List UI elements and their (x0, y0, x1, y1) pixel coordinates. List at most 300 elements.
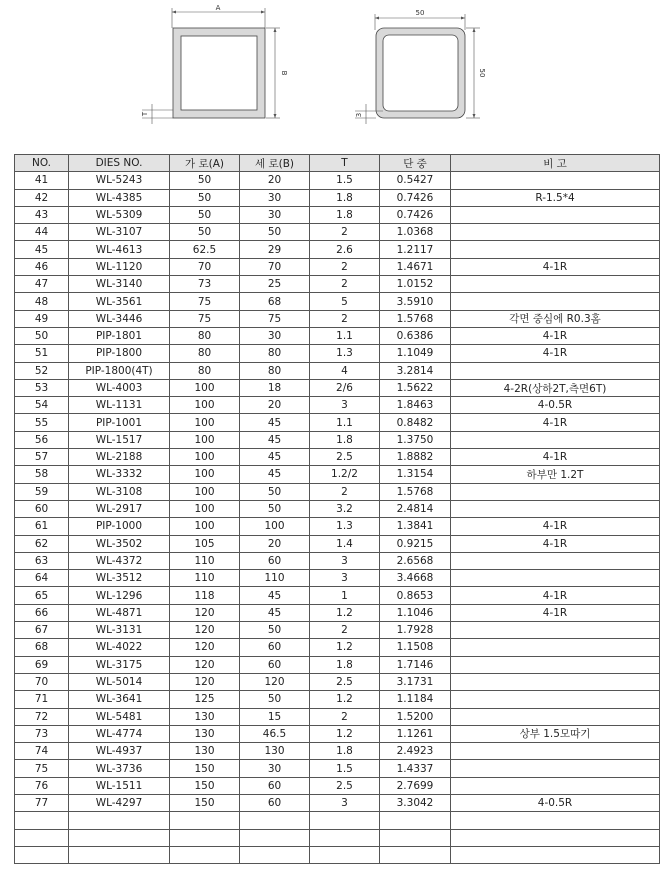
cell-width-a: 105 (170, 535, 240, 552)
arrow-a-left (172, 11, 176, 14)
cell-dies-no: WL-4003 (69, 379, 170, 396)
cell-remarks (451, 639, 660, 656)
cell-height-b: 45 (240, 431, 310, 448)
cell-unit-weight: 3.1731 (380, 673, 451, 690)
cell-height-b: 20 (240, 397, 310, 414)
cell-height-b: 60 (240, 794, 310, 811)
cell-unit-weight: 2.4814 (380, 500, 451, 517)
cell-unit-weight: 1.0368 (380, 224, 451, 241)
cell-height-b: 18 (240, 379, 310, 396)
cell-thickness-t: 4 (310, 362, 380, 379)
cell-width-a: 100 (170, 431, 240, 448)
cell-dies-no: WL-3332 (69, 466, 170, 483)
cell-remarks (451, 500, 660, 517)
table-row (15, 224, 660, 241)
table-row (15, 587, 660, 604)
cell-no: 65 (15, 587, 69, 604)
dim-label-w: 50 (415, 9, 425, 17)
profile-drawings-svg (0, 0, 669, 150)
table-row (15, 483, 660, 500)
cell-width-a: 80 (170, 327, 240, 344)
cell-height-b: 130 (240, 743, 310, 760)
cell-height-b: 45 (240, 414, 310, 431)
cell-thickness-t: 1.2 (310, 691, 380, 708)
cell-remarks (451, 673, 660, 690)
cell-dies-no: PIP-1801 (69, 327, 170, 344)
cell-thickness-t: 1.2 (310, 725, 380, 742)
cell-no: 52 (15, 362, 69, 379)
cell-no: 43 (15, 206, 69, 223)
cell-no: 64 (15, 570, 69, 587)
cell-remarks: 4-0.5R (451, 397, 660, 414)
cell-dies-no: WL-4774 (69, 725, 170, 742)
cell-no: 69 (15, 656, 69, 673)
cell-dies-no: WL-1511 (69, 777, 170, 794)
table-row (15, 518, 660, 535)
table-row (15, 466, 660, 483)
table-row (15, 708, 660, 725)
cell-thickness-t: 3 (310, 794, 380, 811)
cell-width-a: 110 (170, 570, 240, 587)
cell-empty (380, 829, 451, 846)
cell-no: 63 (15, 552, 69, 569)
table-row (15, 397, 660, 414)
cell-thickness-t: 2 (310, 622, 380, 639)
cell-height-b: 30 (240, 327, 310, 344)
cell-width-a: 120 (170, 673, 240, 690)
cell-empty (15, 846, 69, 863)
cell-no: 67 (15, 622, 69, 639)
cell-dies-no: WL-2188 (69, 449, 170, 466)
cell-no: 45 (15, 241, 69, 258)
cell-dies-no: WL-5309 (69, 206, 170, 223)
cell-unit-weight: 1.2117 (380, 241, 451, 258)
cell-remarks (451, 483, 660, 500)
cell-thickness-t: 1.4 (310, 535, 380, 552)
table-row (15, 327, 660, 344)
cell-height-b: 45 (240, 466, 310, 483)
cell-height-b: 68 (240, 293, 310, 310)
cell-remarks (451, 206, 660, 223)
cell-width-a: 130 (170, 708, 240, 725)
cell-width-a: 100 (170, 500, 240, 517)
cell-no: 62 (15, 535, 69, 552)
cell-width-a: 50 (170, 224, 240, 241)
cell-width-a: 120 (170, 604, 240, 621)
cell-width-a: 125 (170, 691, 240, 708)
cell-thickness-t: 2 (310, 224, 380, 241)
cell-dies-no: WL-4297 (69, 794, 170, 811)
cell-width-a: 120 (170, 639, 240, 656)
table-row (15, 535, 660, 552)
cell-dies-no: WL-3561 (69, 293, 170, 310)
cell-remarks: 상부 1.5모따기 (451, 725, 660, 742)
arrow-h-top (473, 28, 476, 32)
cell-thickness-t: 1.8 (310, 743, 380, 760)
cell-width-a: 62.5 (170, 241, 240, 258)
cell-width-a: 50 (170, 206, 240, 223)
rect-inner-hollow (181, 36, 257, 110)
cell-empty (240, 846, 310, 863)
cell-unit-weight: 1.0152 (380, 276, 451, 293)
cell-width-a: 150 (170, 777, 240, 794)
cell-empty (69, 846, 170, 863)
cell-remarks: 4-1R (451, 587, 660, 604)
cell-width-a: 100 (170, 483, 240, 500)
rect-profile-drawing (141, 4, 288, 124)
cell-width-a: 110 (170, 552, 240, 569)
cell-thickness-t: 1.3 (310, 345, 380, 362)
table-row (15, 276, 660, 293)
cell-empty (15, 829, 69, 846)
arrow-h-bottom (473, 114, 476, 118)
cell-dies-no: WL-4372 (69, 552, 170, 569)
cell-height-b: 80 (240, 345, 310, 362)
cell-thickness-t: 2 (310, 310, 380, 327)
table-row (15, 743, 660, 760)
cell-empty (310, 812, 380, 829)
cell-thickness-t: 1.8 (310, 206, 380, 223)
cell-unit-weight: 1.7928 (380, 622, 451, 639)
cell-dies-no: WL-5243 (69, 172, 170, 189)
header-thickness-t: T (310, 155, 380, 172)
cell-unit-weight: 0.7426 (380, 206, 451, 223)
cell-width-a: 75 (170, 293, 240, 310)
cell-width-a: 100 (170, 379, 240, 396)
cell-remarks: 하부만 1.2T (451, 466, 660, 483)
cell-height-b: 50 (240, 500, 310, 517)
cell-height-b: 80 (240, 362, 310, 379)
cell-unit-weight: 1.5200 (380, 708, 451, 725)
cell-dies-no: PIP-1800(4T) (69, 362, 170, 379)
arrow-a-right (261, 11, 265, 14)
cell-no: 68 (15, 639, 69, 656)
cell-no: 55 (15, 414, 69, 431)
cell-empty (15, 812, 69, 829)
cell-dies-no: WL-3512 (69, 570, 170, 587)
cell-no: 53 (15, 379, 69, 396)
cell-height-b: 46.5 (240, 725, 310, 742)
cell-no: 48 (15, 293, 69, 310)
cell-no: 77 (15, 794, 69, 811)
square-inner-hollow (383, 35, 458, 111)
cell-thickness-t: 1.8 (310, 431, 380, 448)
cell-dies-no: WL-3175 (69, 656, 170, 673)
cell-no: 61 (15, 518, 69, 535)
cell-dies-no: WL-1296 (69, 587, 170, 604)
cell-width-a: 118 (170, 587, 240, 604)
cell-dies-no: WL-4613 (69, 241, 170, 258)
table-row (15, 362, 660, 379)
cell-height-b: 70 (240, 258, 310, 275)
dim-label-b: B (280, 70, 288, 76)
cell-width-a: 130 (170, 725, 240, 742)
cell-height-b: 50 (240, 224, 310, 241)
cell-dies-no: WL-3107 (69, 224, 170, 241)
cell-dies-no: WL-5014 (69, 673, 170, 690)
cell-remarks (451, 656, 660, 673)
cell-unit-weight: 1.7146 (380, 656, 451, 673)
cell-height-b: 29 (240, 241, 310, 258)
cell-remarks: 4-1R (451, 535, 660, 552)
cell-no: 70 (15, 673, 69, 690)
cell-height-b: 30 (240, 760, 310, 777)
cell-dies-no: WL-3736 (69, 760, 170, 777)
cell-remarks (451, 293, 660, 310)
cell-remarks (451, 622, 660, 639)
cell-unit-weight: 1.5768 (380, 483, 451, 500)
cell-no: 42 (15, 189, 69, 206)
cell-width-a: 50 (170, 189, 240, 206)
cell-unit-weight: 1.3841 (380, 518, 451, 535)
cell-remarks: 4-1R (451, 345, 660, 362)
cell-remarks (451, 552, 660, 569)
table-row (15, 310, 660, 327)
table-row (15, 431, 660, 448)
cell-no: 75 (15, 760, 69, 777)
cell-dies-no: WL-1517 (69, 431, 170, 448)
cell-dies-no: WL-4937 (69, 743, 170, 760)
cell-height-b: 100 (240, 518, 310, 535)
cell-unit-weight: 3.3042 (380, 794, 451, 811)
cell-dies-no: PIP-1001 (69, 414, 170, 431)
table-row (15, 777, 660, 794)
cell-no: 73 (15, 725, 69, 742)
cell-remarks: 4-1R (451, 258, 660, 275)
table-row (15, 673, 660, 690)
cell-thickness-t: 2.6 (310, 241, 380, 258)
header-width-a: 가 로(A) (170, 155, 240, 172)
cell-empty (451, 812, 660, 829)
cell-remarks (451, 691, 660, 708)
cell-unit-weight: 1.1049 (380, 345, 451, 362)
cell-remarks (451, 224, 660, 241)
cell-height-b: 120 (240, 673, 310, 690)
cell-unit-weight: 2.6568 (380, 552, 451, 569)
arrow-w-right (461, 17, 465, 20)
cell-no: 58 (15, 466, 69, 483)
cell-remarks (451, 431, 660, 448)
cell-thickness-t: 2.5 (310, 449, 380, 466)
cell-no: 56 (15, 431, 69, 448)
cell-unit-weight: 2.7699 (380, 777, 451, 794)
dim-label-a: A (215, 4, 221, 12)
cell-no: 60 (15, 500, 69, 517)
table-row (15, 570, 660, 587)
cell-no: 54 (15, 397, 69, 414)
cell-dies-no: WL-5481 (69, 708, 170, 725)
cell-unit-weight: 1.3750 (380, 431, 451, 448)
cell-empty (380, 812, 451, 829)
cell-no: 41 (15, 172, 69, 189)
cell-empty (240, 812, 310, 829)
table-row (15, 172, 660, 189)
cell-empty (69, 829, 170, 846)
cell-dies-no: WL-3108 (69, 483, 170, 500)
table-row (15, 449, 660, 466)
cell-height-b: 75 (240, 310, 310, 327)
cell-remarks: R-1.5*4 (451, 189, 660, 206)
cell-remarks (451, 777, 660, 794)
cell-unit-weight: 3.4668 (380, 570, 451, 587)
cell-dies-no: WL-3502 (69, 535, 170, 552)
cell-height-b: 50 (240, 483, 310, 500)
cell-unit-weight: 0.8482 (380, 414, 451, 431)
cell-dies-no: WL-4871 (69, 604, 170, 621)
cell-unit-weight: 3.5910 (380, 293, 451, 310)
spec-table (14, 154, 660, 864)
cell-thickness-t: 1.5 (310, 172, 380, 189)
dim-label-h: 50 (478, 68, 486, 78)
cell-thickness-t: 1.2 (310, 639, 380, 656)
cell-width-a: 120 (170, 656, 240, 673)
table-body (15, 172, 660, 864)
cell-unit-weight: 1.3154 (380, 466, 451, 483)
cell-empty (69, 812, 170, 829)
cell-remarks: 4-1R (451, 518, 660, 535)
cell-remarks (451, 708, 660, 725)
arrow-b-top (274, 28, 277, 32)
cell-dies-no: PIP-1000 (69, 518, 170, 535)
cell-unit-weight: 1.1261 (380, 725, 451, 742)
cell-remarks (451, 570, 660, 587)
cell-thickness-t: 1 (310, 587, 380, 604)
cell-height-b: 20 (240, 172, 310, 189)
arrow-w-left (375, 17, 379, 20)
cell-no: 44 (15, 224, 69, 241)
cell-unit-weight: 1.8882 (380, 449, 451, 466)
cell-unit-weight: 0.7426 (380, 189, 451, 206)
cell-thickness-t: 2 (310, 276, 380, 293)
cell-unit-weight: 0.8653 (380, 587, 451, 604)
header-unit-weight: 단 중 (380, 155, 451, 172)
header-height-b: 세 로(B) (240, 155, 310, 172)
cell-width-a: 150 (170, 760, 240, 777)
cell-height-b: 45 (240, 604, 310, 621)
cell-width-a: 100 (170, 397, 240, 414)
cell-unit-weight: 3.2814 (380, 362, 451, 379)
cell-thickness-t: 2.5 (310, 777, 380, 794)
table-row (15, 639, 660, 656)
cell-dies-no: WL-1120 (69, 258, 170, 275)
table-row (15, 258, 660, 275)
cell-remarks: 4-2R(상하2T,측면6T) (451, 379, 660, 396)
profile-drawings (0, 0, 669, 150)
table-row (15, 760, 660, 777)
cell-unit-weight: 0.5427 (380, 172, 451, 189)
cell-unit-weight: 2.4923 (380, 743, 451, 760)
cell-unit-weight: 0.6386 (380, 327, 451, 344)
cell-dies-no: WL-4385 (69, 189, 170, 206)
cell-height-b: 15 (240, 708, 310, 725)
table-row (15, 552, 660, 569)
table-row (15, 622, 660, 639)
cell-dies-no: PIP-1800 (69, 345, 170, 362)
cell-remarks (451, 362, 660, 379)
cell-thickness-t: 3 (310, 570, 380, 587)
table-row-empty (15, 812, 660, 829)
cell-no: 66 (15, 604, 69, 621)
table-row (15, 189, 660, 206)
cell-empty (380, 846, 451, 863)
cell-remarks: 4-0.5R (451, 794, 660, 811)
header-remarks: 비 고 (451, 155, 660, 172)
cell-unit-weight: 1.1508 (380, 639, 451, 656)
cell-empty (310, 846, 380, 863)
cell-empty (451, 846, 660, 863)
cell-thickness-t: 3 (310, 552, 380, 569)
cell-width-a: 100 (170, 449, 240, 466)
cell-unit-weight: 1.4337 (380, 760, 451, 777)
cell-remarks (451, 241, 660, 258)
cell-unit-weight: 1.4671 (380, 258, 451, 275)
cell-thickness-t: 1.5 (310, 760, 380, 777)
cell-height-b: 60 (240, 777, 310, 794)
cell-no: 49 (15, 310, 69, 327)
cell-thickness-t: 3.2 (310, 500, 380, 517)
table-row (15, 293, 660, 310)
cell-dies-no: WL-3641 (69, 691, 170, 708)
cell-width-a: 80 (170, 345, 240, 362)
cell-height-b: 60 (240, 639, 310, 656)
cell-width-a: 100 (170, 518, 240, 535)
cell-width-a: 100 (170, 466, 240, 483)
cell-remarks: 4-1R (451, 449, 660, 466)
cell-thickness-t: 1.2/2 (310, 466, 380, 483)
table-row (15, 725, 660, 742)
cell-remarks: 4-1R (451, 327, 660, 344)
cell-remarks (451, 760, 660, 777)
header-dies-no: DIES NO. (69, 155, 170, 172)
cell-height-b: 50 (240, 622, 310, 639)
table-row (15, 379, 660, 396)
cell-remarks: 4-1R (451, 414, 660, 431)
cell-no: 47 (15, 276, 69, 293)
cell-unit-weight: 1.5622 (380, 379, 451, 396)
cell-height-b: 25 (240, 276, 310, 293)
cell-no: 71 (15, 691, 69, 708)
table-row (15, 414, 660, 431)
cell-width-a: 73 (170, 276, 240, 293)
cell-dies-no: WL-3446 (69, 310, 170, 327)
square-profile-drawing (355, 9, 486, 124)
table-row (15, 345, 660, 362)
table-row (15, 691, 660, 708)
cell-width-a: 50 (170, 172, 240, 189)
cell-no: 46 (15, 258, 69, 275)
cell-no: 74 (15, 743, 69, 760)
cell-no: 72 (15, 708, 69, 725)
table-row-empty (15, 846, 660, 863)
cell-height-b: 50 (240, 691, 310, 708)
cell-width-a: 150 (170, 794, 240, 811)
cell-thickness-t: 2.5 (310, 673, 380, 690)
cell-unit-weight: 1.1046 (380, 604, 451, 621)
cell-unit-weight: 1.1184 (380, 691, 451, 708)
cell-width-a: 75 (170, 310, 240, 327)
cell-height-b: 45 (240, 449, 310, 466)
cell-thickness-t: 5 (310, 293, 380, 310)
table-row-empty (15, 829, 660, 846)
cell-width-a: 80 (170, 362, 240, 379)
cell-unit-weight: 1.8463 (380, 397, 451, 414)
cell-height-b: 30 (240, 206, 310, 223)
cell-thickness-t: 1.2 (310, 604, 380, 621)
cell-thickness-t: 3 (310, 397, 380, 414)
cell-remarks: 각면 중심에 R0.3홈 (451, 310, 660, 327)
cell-remarks (451, 743, 660, 760)
cell-remarks (451, 172, 660, 189)
